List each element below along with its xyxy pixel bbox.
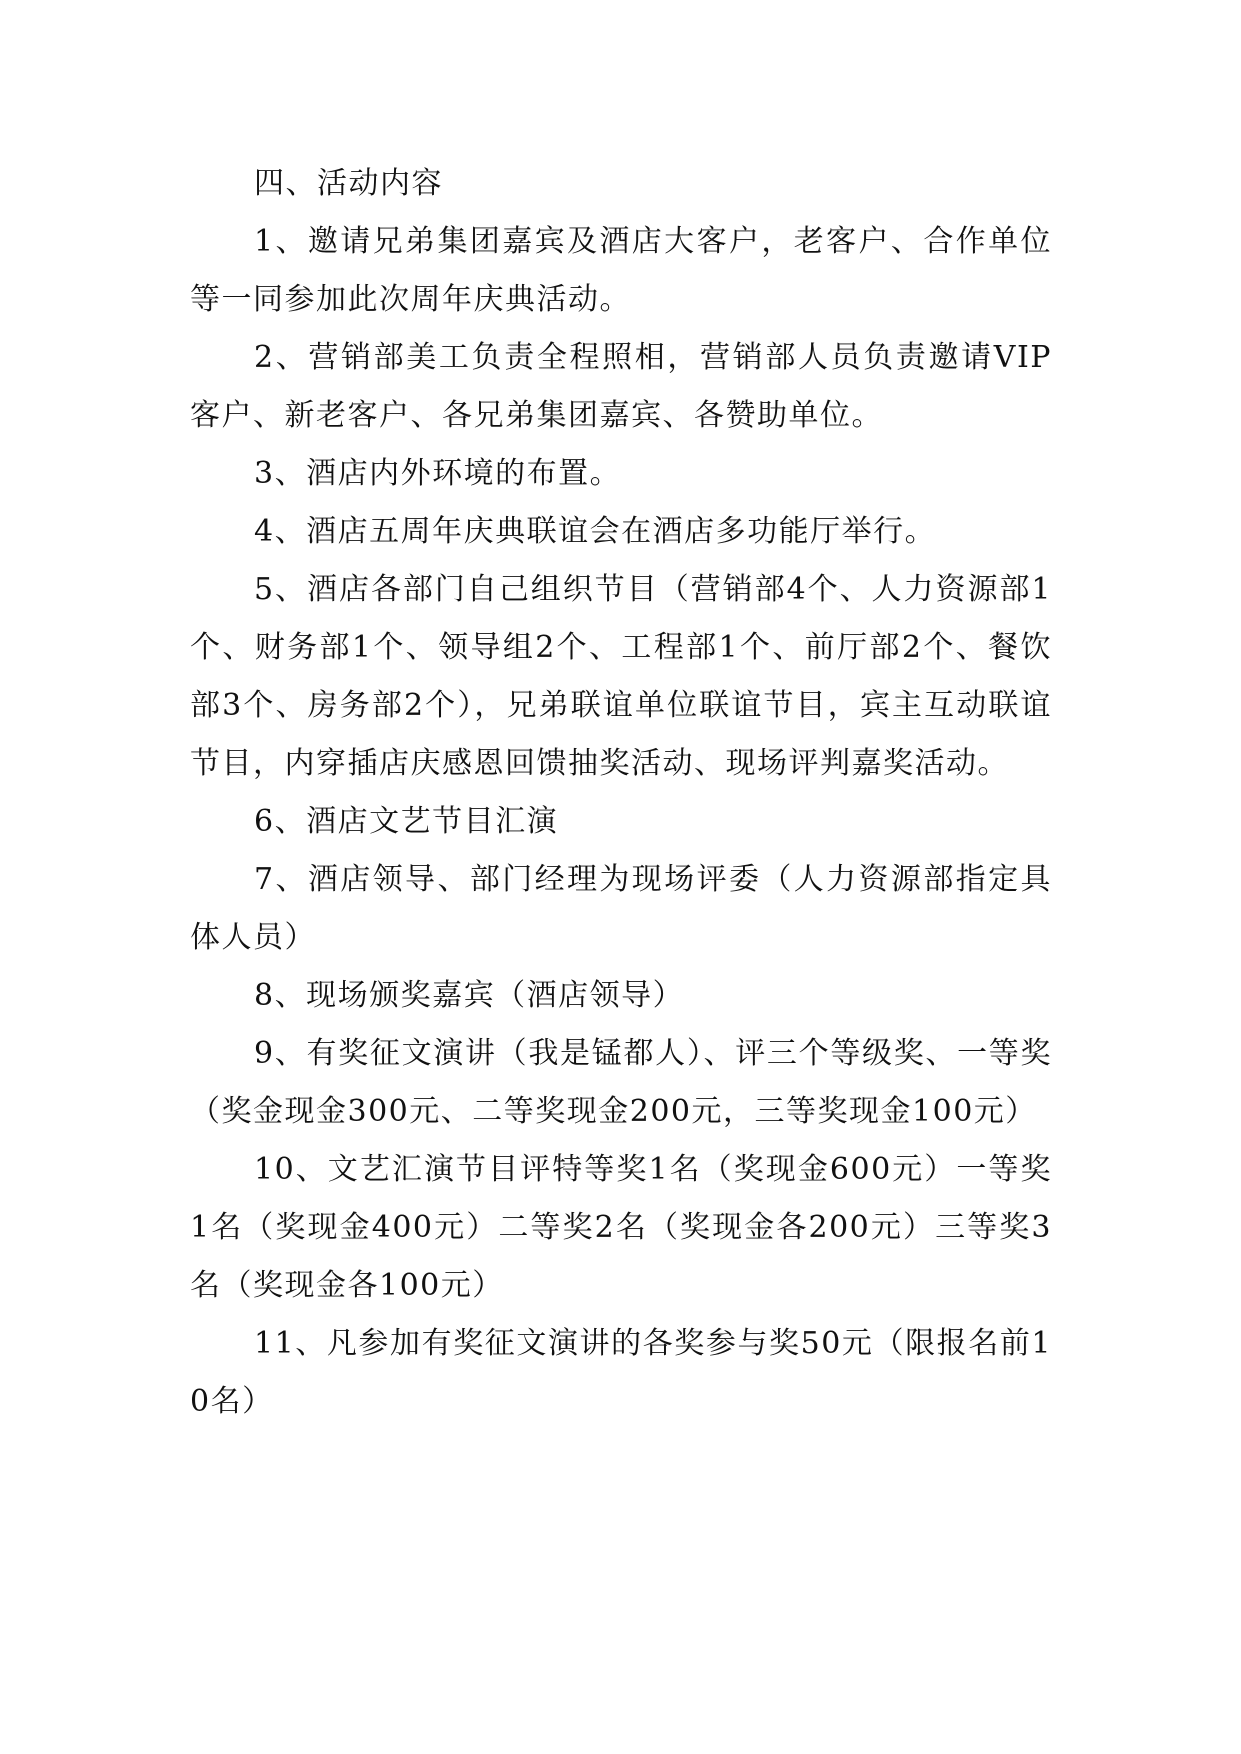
paragraph-1: 1、邀请兄弟集团嘉宾及酒店大客户，老客户、合作单位等一同参加此次周年庆典活动。 <box>190 224 1052 317</box>
paragraph-8: 8、现场颁奖嘉宾（酒店领导） <box>254 978 685 1013</box>
paragraph-9: 9、有奖征文演讲（我是锰都人）、评三个等级奖、一等奖（奖金现金300元、二等奖现金200元，三等奖现金100元） <box>190 1036 1052 1129</box>
section-heading: 四、活动内容 <box>254 166 443 201</box>
paragraph-10: 10、文艺汇演节目评特等奖1名（奖现金600元）一等奖1名（奖现金400元）二等奖2名（奖现金各200元）三等奖3名（奖现金各100元） <box>190 1152 1052 1303</box>
document-body <box>190 155 1052 1431</box>
paragraph-3: 3、酒店内外环境的布置。 <box>254 456 622 491</box>
paragraph-2: 2、营销部美工负责全程照相，营销部人员负责邀请VIP客户、新老客户、各兄弟集团嘉宾、各赞助单位。 <box>190 340 1052 433</box>
paragraph-4: 4、酒店五周年庆典联谊会在酒店多功能厅举行。 <box>254 514 937 549</box>
paragraph-6: 6、酒店文艺节目汇演 <box>254 804 559 839</box>
paragraph-5: 5、酒店各部门自己组织节目（营销部4个、人力资源部1个、财务部1个、领导组2个、工程部1个、前厅部2个、餐饮部3个、房务部2个），兄弟联谊单位联谊节目，宾主互动联谊节目，内穿插店庆感恩回馈抽奖活动、现场评判嘉奖活动。 <box>190 572 1052 781</box>
paragraph-11: 11、凡参加有奖征文演讲的各奖参与奖50元（限报名前10名） <box>190 1326 1052 1419</box>
paragraph-7: 7、酒店领导、部门经理为现场评委（人力资源部指定具体人员） <box>190 862 1052 955</box>
